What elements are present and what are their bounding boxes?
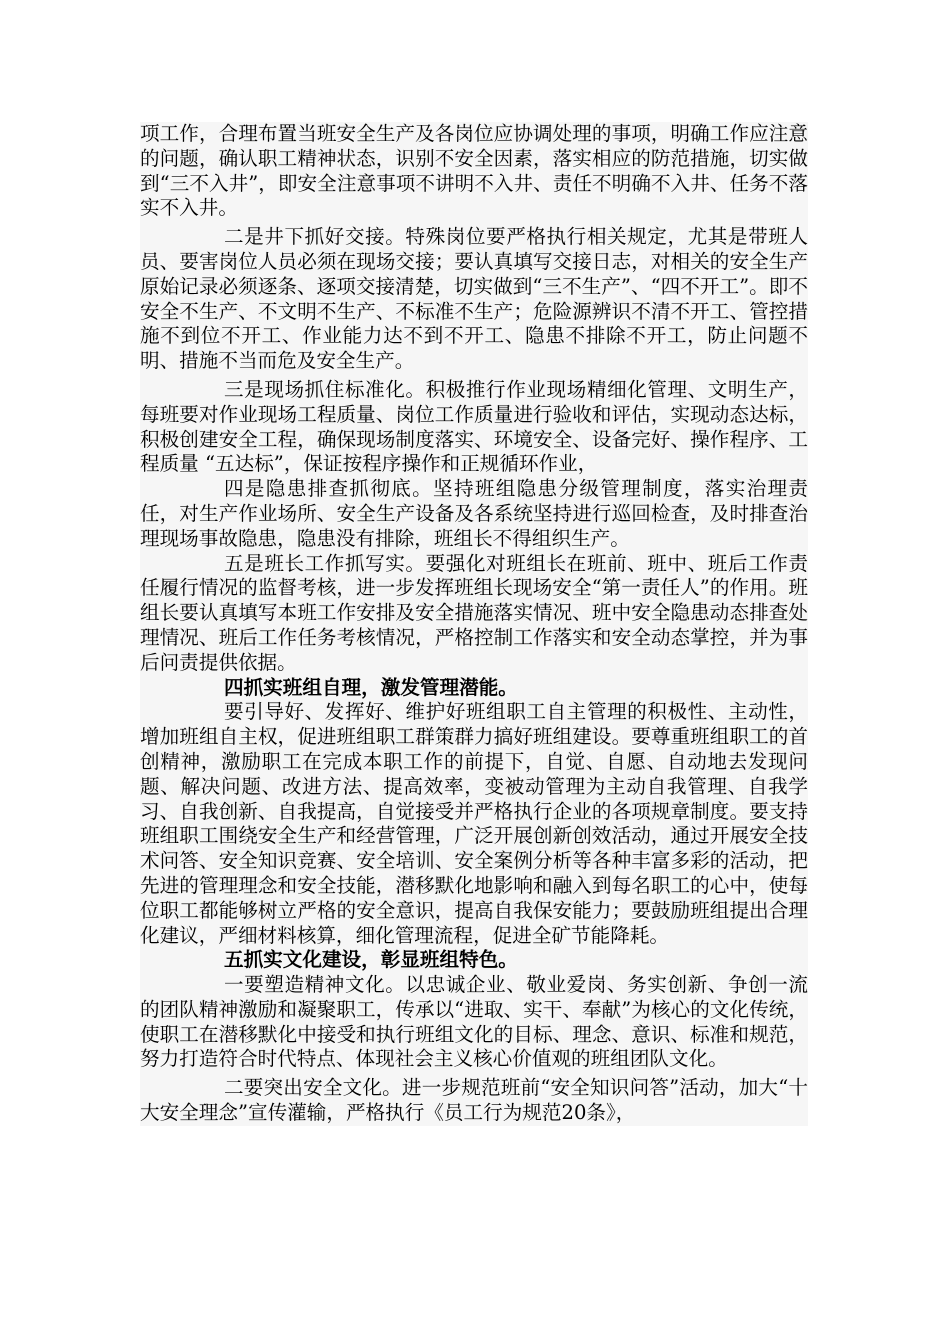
paragraph-continuation: 项工作，合理布置当班安全生产及各岗位应协调处理的事项，明确工作应注意的问题，确认职工精神状态，识别不安全因素，落实相应的防范措施，切实做到“三不入井”，即安全注意事项不讲明不入井、责任不明确不入井、任务不落实不入井。 [140,122,808,220]
paragraph-safety-culture: 二要突出安全文化。进一步规范班前“安全知识问答”活动，加大“十大安全理念”宣传灌输，严格执行《员工行为规范20条》， [140,1076,808,1125]
section-heading-culture: 五抓实文化建设，彰显班组特色。 [224,948,518,972]
paragraph-self-management: 要引导好、发挥好、维护好班组职工自主管理的积极性、主动性，增加班组自主权，促进班组职工群策群力搞好班组建设。要尊重班组职工的首创精神，激励职工在完成本职工作的前提下，自觉、自愿、自动地去发现问题、解决问题、改进方法、提高效率，变被动管理为主动自我管理、自我学习、自我创新、自我提高，自觉接受并严格执行企业的各项规章制度。要支持班组职工围绕安全生产和经营管理，广泛开展创新创效活动，通过开展安全技术问答、安全知识竞赛、安全培训、安全案例分析等各种丰富多彩的活动，把先进的管理理念和安全技能，潜移默化地影响和融入到每名职工的心中，使每位职工都能够树立严格的安全意识，提高自我保安能力；要鼓励班组提出合理化建议，严细材料核算，细化管理流程，促进全矿节能降耗。 [140,700,808,947]
document-body [140,122,808,1126]
paragraph-spirit-culture: 一要塑造精神文化。以忠诚企业、敬业爱岗、务实创新、争创一流的团队精神激励和凝聚职工，传承以“进取、实干、奉献”为核心的文化传统，使职工在潜移默化中接受和执行班组文化的目标、理念、意识、标准和规范，努力打造符合时代特点、体现社会主义核心价值观的班组团队文化。 [140,973,808,1071]
paragraph-hazard-check: 四是隐患排查抓彻底。坚持班组隐患分级管理制度，落实治理责任，对生产作业场所、安全生产设备及各系统坚持进行巡回检查，及时排查治理现场事故隐患，隐患没有排除，班组长不得组织生产。 [140,477,808,550]
paragraph-team-leader: 五是班长工作抓写实。要强化对班组长在班前、班中、班后工作责任履行情况的监督考核，进一步发挥班组长现场安全“第一责任人”的作用。班组长要认真填写本班工作安排及安全措施落实情况、班中安全隐患动态排查处理情况、班后工作任务考核情况，严格控制工作落实和安全动态掌控，并为事后问责提供依据。 [140,551,808,674]
paragraph-handover: 二是井下抓好交接。特殊岗位要严格执行相关规定，尤其是带班人员、要害岗位人员必须在现场交接；要认真填写交接日志，对相关的安全生产原始记录必须逐条、逐项交接清楚，切实做到“三不生产”、“四不开工”。即不安全不生产、不文明不生产、不标准不生产；危险源辨识不清不开工、管控措施不到位不开工、作业能力达不到不开工、隐患不排除不开工，防止问题不明、措施不当而危及安全生产。 [140,225,808,373]
paragraph-standardization: 三是现场抓住标准化。积极推行作业现场精细化管理、文明生产，每班要对作业现场工程质量、岗位工作质量进行验收和评估，实现动态达标，积极创建安全工程，确保现场制度落实、环境安全、设备完好、操作程序、工程质量 “五达标”，保证按程序操作和正规循环作业， [140,377,808,476]
section-heading-self-management: 四抓实班组自理，激发管理潜能。 [224,675,518,699]
